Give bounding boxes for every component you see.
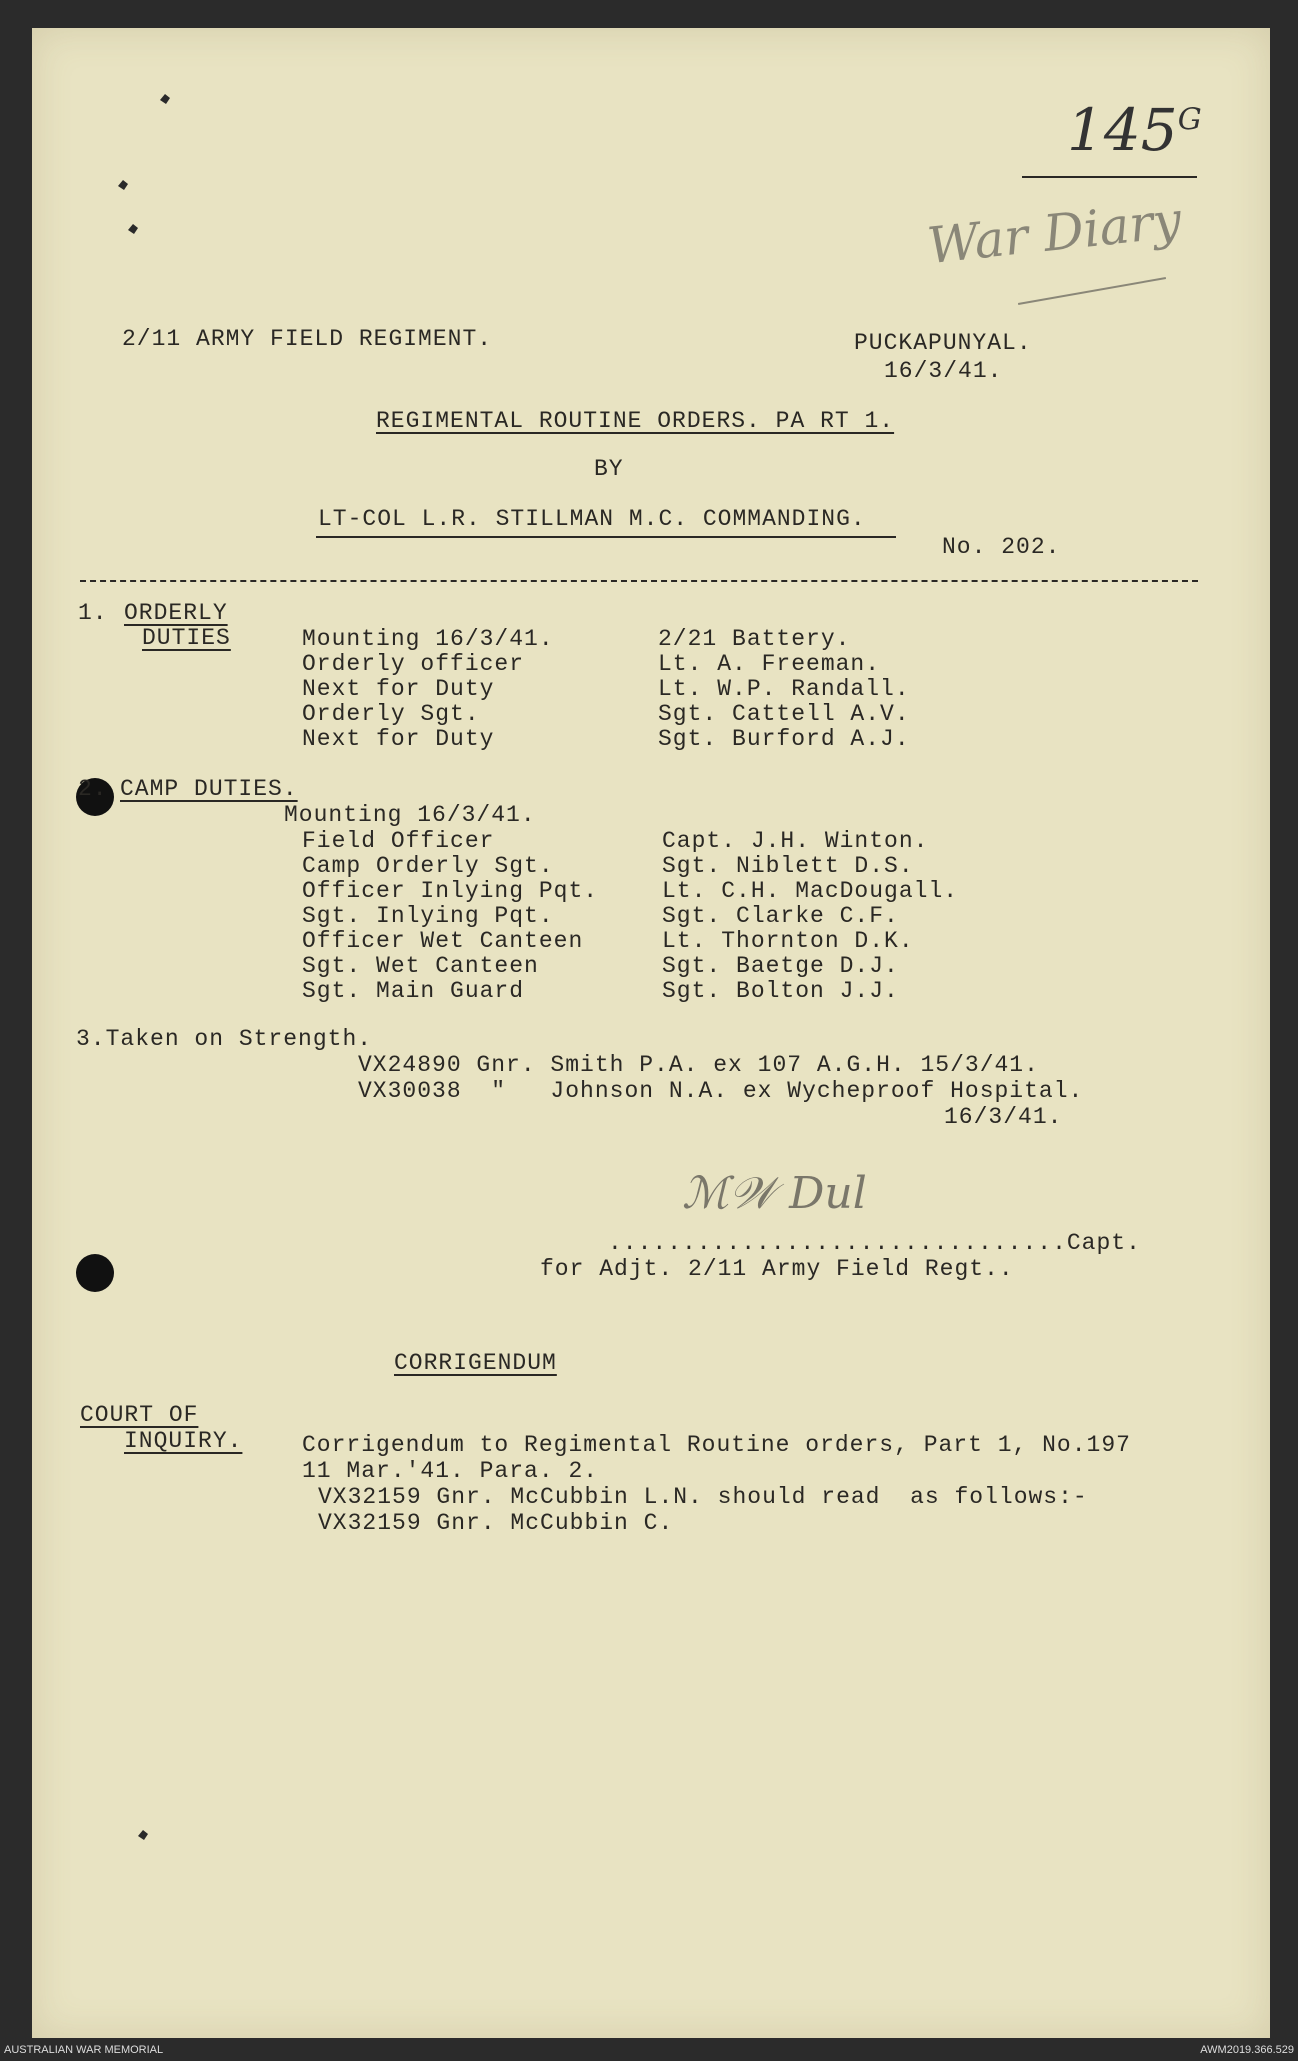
- duty-label: Officer Inlying Pqt.: [302, 878, 599, 904]
- duty-value: Sgt. Burford A.J.: [658, 726, 910, 752]
- commander-underline: [316, 536, 896, 538]
- duty-label: Orderly Sgt.: [302, 701, 480, 727]
- duty-label: Field Officer: [302, 828, 495, 854]
- duty-label: Sgt. Wet Canteen: [302, 953, 539, 979]
- duty-value: Lt. W.P. Randall.: [658, 676, 910, 702]
- duty-label: Next for Duty: [302, 726, 495, 752]
- duty-value: Lt. A. Freeman.: [658, 651, 881, 677]
- corrigendum-heading: CORRIGENDUM: [394, 1350, 557, 1376]
- duty-label: Camp Orderly Sgt.: [302, 853, 554, 879]
- section1-number: 1.: [78, 600, 108, 626]
- document-page: [32, 28, 1270, 2038]
- signature-line: ...............................Capt.: [608, 1230, 1141, 1256]
- war-diary-note: War Diary: [924, 190, 1185, 276]
- section3-heading: 3.Taken on Strength.: [76, 1026, 373, 1052]
- orders-title: REGIMENTAL ROUTINE ORDERS. PA RT 1.: [376, 408, 895, 434]
- section2-heading: CAMP DUTIES.: [120, 776, 298, 802]
- by-line: BY: [594, 456, 624, 482]
- archive-underline: [1022, 176, 1197, 178]
- commander: LT-COL L.R. STILLMAN M.C. COMMANDING.: [318, 506, 866, 532]
- duty-value: Sgt. Bolton J.J.: [662, 978, 899, 1004]
- pin-mark: [138, 1830, 148, 1840]
- document-date: 16/3/41.: [884, 358, 1003, 384]
- section1-heading: DUTIES: [142, 625, 231, 651]
- duty-label: Officer Wet Canteen: [302, 928, 584, 954]
- duty-value: Sgt. Baetge D.J.: [662, 953, 899, 979]
- duty-label: Sgt. Main Guard: [302, 978, 525, 1004]
- order-number: No. 202.: [942, 534, 1061, 560]
- signature-title: for Adjt. 2/11 Army Field Regt..: [540, 1256, 1014, 1282]
- strength-entry: VX24890 Gnr. Smith P.A. ex 107 A.G.H. 15/3/41.: [358, 1052, 1039, 1078]
- corrigendum-side-heading: COURT OF: [80, 1402, 199, 1428]
- location: PUCKAPUNYAL.: [854, 330, 1032, 356]
- duty-label: Mounting 16/3/41.: [302, 626, 554, 652]
- separator-rule: [80, 580, 1198, 582]
- war-diary-underline: [1018, 277, 1166, 305]
- corrigendum-text: VX32159 Gnr. McCubbin L.N. should read as follows:-: [318, 1484, 1088, 1510]
- duty-value: Sgt. Niblett D.S.: [662, 853, 914, 879]
- footer-accession: AWM2019.366.529: [1200, 2044, 1294, 2056]
- duty-label: Orderly officer: [302, 651, 525, 677]
- duty-value: Sgt. Clarke C.F.: [662, 903, 899, 929]
- footer-credit: AUSTRALIAN WAR MEMORIAL: [4, 2044, 164, 2056]
- punch-hole: [76, 1254, 114, 1292]
- section1-heading: ORDERLY: [124, 600, 228, 626]
- corrigendum-side-heading: INQUIRY.: [124, 1428, 243, 1454]
- duty-value: Lt. Thornton D.K.: [662, 928, 914, 954]
- corrigendum-text: VX32159 Gnr. McCubbin C.: [318, 1510, 674, 1536]
- pin-mark: [118, 180, 128, 190]
- unit-name: 2/11 ARMY FIELD REGIMENT.: [122, 326, 493, 352]
- duty-value: Lt. C.H. MacDougall.: [662, 878, 959, 904]
- section2-mounting: Mounting 16/3/41.: [284, 802, 536, 828]
- handwritten-signature: ℳ𝒲 Dul: [682, 1168, 867, 1219]
- strength-entry-date: 16/3/41.: [944, 1104, 1063, 1130]
- pin-mark: [160, 94, 170, 104]
- duty-label: Sgt. Inlying Pqt.: [302, 903, 554, 929]
- strength-entry: VX30038 " Johnson N.A. ex Wycheproof Hospital.: [358, 1078, 1084, 1104]
- duty-label: Next for Duty: [302, 676, 495, 702]
- section2-number: 2.: [78, 776, 108, 802]
- duty-value: Sgt. Cattell A.V.: [658, 701, 910, 727]
- archive-number: $145^G$: [1067, 96, 1202, 164]
- duty-value: Capt. J.H. Winton.: [662, 828, 929, 854]
- pin-mark: [128, 224, 138, 234]
- corrigendum-text: 11 Mar.'41. Para. 2.: [302, 1458, 599, 1484]
- duty-value: 2/21 Battery.: [658, 626, 851, 652]
- corrigendum-text: Corrigendum to Regimental Routine orders, Part 1, No.197: [302, 1432, 1131, 1458]
